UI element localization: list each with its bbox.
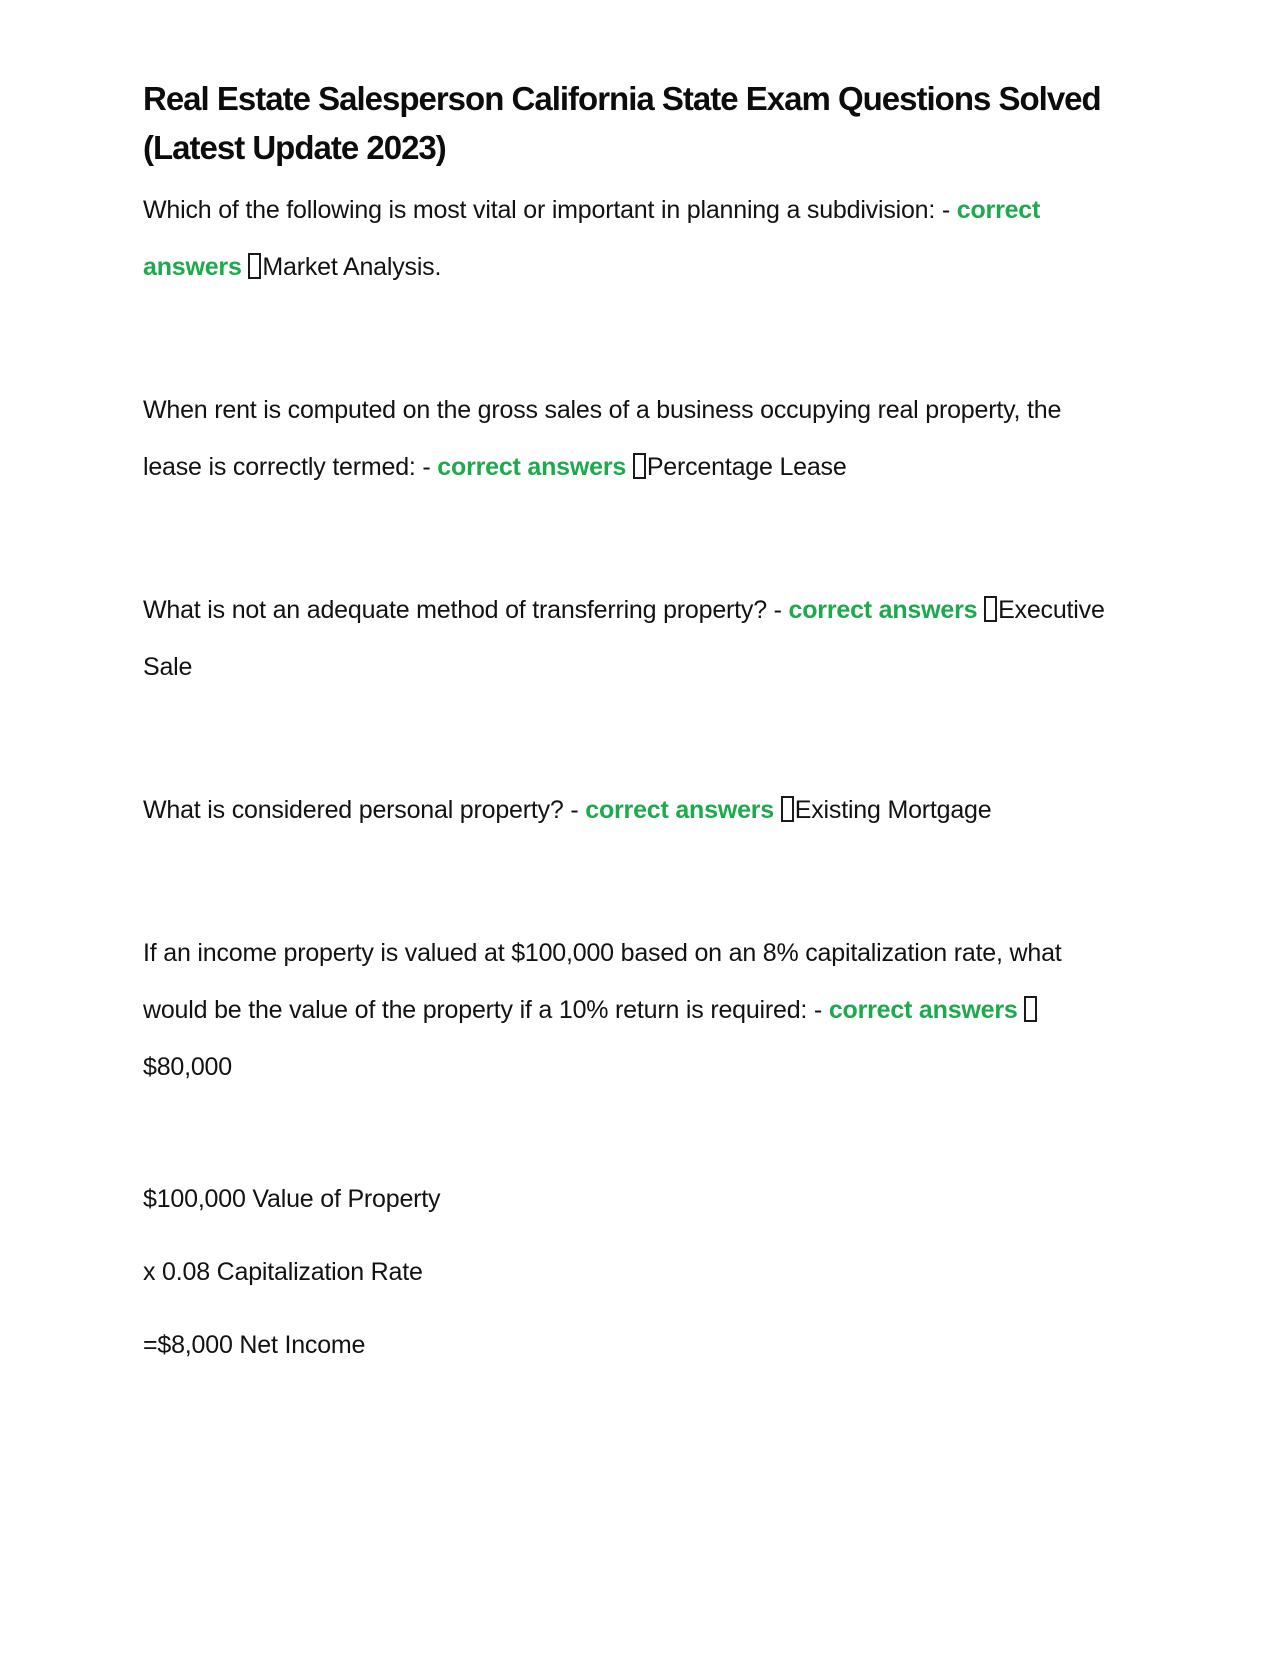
calc-line-net-income: =$8,000 Net Income	[143, 1331, 366, 1359]
qa-item-5	[143, 925, 1118, 1096]
correct-answers-label: correct answers	[437, 453, 627, 481]
answer-text: Percentage Lease	[646, 453, 847, 481]
qa-item-2	[143, 382, 1118, 496]
correct-answers-label: correct answers	[585, 796, 775, 824]
question-text: If an income property is valued at $100,000 based on an 8% capitalization rate, what would be the value of the property if a 10% return is required: -	[143, 939, 1062, 1024]
qa-item-3	[143, 582, 1118, 696]
qa-item-1	[143, 182, 1118, 296]
correct-answers-label: correct answers	[828, 996, 1018, 1024]
correct-answers-label: correct answers	[788, 596, 978, 624]
calculation-block	[143, 1182, 1118, 1362]
calc-line-capitalization-rate: x 0.08 Capitalization Rate	[143, 1258, 423, 1286]
answer-text: Executive Sale	[143, 596, 1105, 681]
missing-glyph-box-icon	[248, 253, 261, 279]
document-title: Real Estate Salesperson California State Exam Questions Solved (Latest Update 2023)	[143, 80, 1101, 166]
question-text: When rent is computed on the gross sales of a business occupying real property, the lease is correctly termed: -	[143, 396, 1062, 481]
missing-glyph-box-icon	[1024, 996, 1037, 1022]
calc-line-value-of-property: $100,000 Value of Property	[143, 1185, 441, 1213]
missing-glyph-box-icon	[984, 596, 997, 622]
missing-glyph-box-icon	[633, 453, 646, 479]
answer-text: Existing Mortgage	[794, 796, 992, 824]
missing-glyph-box-icon	[781, 796, 794, 822]
correct-answers-label: correct answers	[143, 196, 1041, 281]
answer-text: $80,000	[143, 1053, 232, 1081]
answer-text: Market Analysis.	[262, 253, 442, 281]
qa-item-4	[143, 782, 1118, 839]
question-text: What is considered personal property? -	[143, 796, 579, 824]
question-text: Which of the following is most vital or important in planning a subdivision: -	[143, 196, 951, 224]
question-text: What is not an adequate method of transferring property? -	[143, 596, 782, 624]
